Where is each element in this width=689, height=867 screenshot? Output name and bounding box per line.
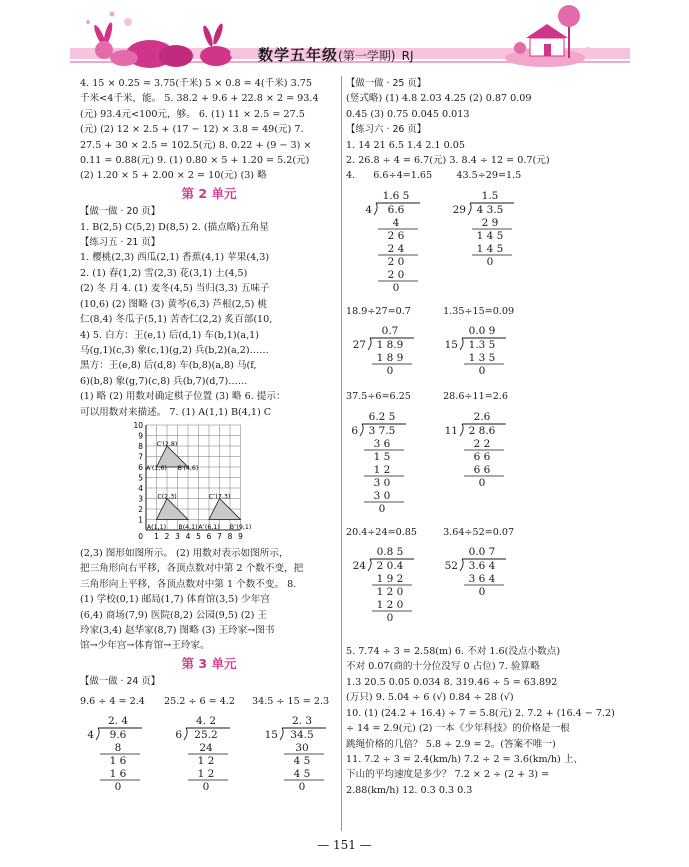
section-heading: 【做一做 · 24 页】 [80,676,161,688]
divisor: 6 [175,729,182,741]
equation: 25.2 ÷ 6 = 4.2 [164,695,235,707]
division-step: 2 0 [387,268,405,281]
long-division [438,544,518,642]
division-step: 4 5 [293,768,311,780]
unit-3-heading: 第 3 单元 [181,655,237,671]
division-step: 0 [478,365,486,378]
y-tick-label: 8 [138,441,143,451]
quotient: 2.6 [473,410,491,423]
division-bracket [460,559,463,571]
right-house-art [505,5,593,67]
divisor: 52 [444,560,458,573]
long-division [258,713,338,797]
section-heading: 【练习六 · 26 页】 [346,124,427,136]
text-line: 1. B(2,5) C(5,2) D(8,5) 2. (描点略)五角星 [80,221,269,233]
divisor: 24 [352,560,366,573]
division-bracket [96,728,99,740]
dividend: 25.2 [194,729,218,741]
long-division [438,409,518,521]
origin-label: 0 [138,531,143,541]
division-step: 3 6 4 [468,573,496,586]
dividend: 3.6 4 [468,560,496,573]
division-bracket [460,424,463,436]
division-row [346,323,614,385]
text-line: 跳绳价格的几倍？ 5.8 ÷ 2.9 = 2。(答案不唯一) [346,738,556,750]
division-step: 0 [298,781,306,793]
column-divider [341,76,342,831]
y-tick-label: 10 [133,421,143,430]
division-step: 2 0 [387,255,405,268]
quotient: 0.0 7 [468,546,496,559]
divisor: 11 [444,424,458,437]
division-step: 6 6 [473,450,491,463]
division-row [346,409,614,521]
y-tick-label: 3 [138,494,143,504]
division-bracket [374,203,377,215]
quotient: 6.2 5 [368,410,396,423]
dividend: 4 3.5 [476,203,504,216]
divisor: 29 [452,203,466,216]
equation: 18.9÷27=0.7 [346,305,411,317]
point-label: B″(9,1) [229,523,252,531]
text-line: (元) 93.4元<100元，够。 6. (1) 11 × 2.5 = 27.5 [80,108,305,120]
text-line: 27.5 + 30 × 2.5 = 102.5(元) 8. 0.22 + (9 − 3) × [80,139,312,151]
divisor: 15 [264,729,278,741]
equation: 1.35÷15=0.09 [443,305,515,317]
equation: 37.5÷6=6.25 [346,391,411,403]
text-line: 千米<4千米，能。 5. 38.2 + 9.6 + 22.8 × 2 = 93.4 [80,93,319,105]
long-division [438,323,518,385]
question-4-equations [346,168,614,183]
dividend: 6.6 [387,203,405,216]
section-heading: 【做一做 · 20 页】 [80,206,161,218]
quotient: 0.0 9 [468,325,496,338]
division-step: 4 5 [293,755,311,767]
quotient: 2. 4 [107,715,129,727]
y-tick-label: 9 [138,431,143,441]
quotient: 2. 3 [291,715,313,727]
division-bracket [280,728,283,740]
point-label: A″(6,1) [198,523,220,531]
x-tick-label: 8 [227,531,233,541]
page-number: — 151 — [317,838,372,852]
unit-2-heading: 第 2 单元 [181,185,237,201]
division-bracket [368,559,371,571]
division-step: 1 2 [373,463,391,476]
division-equations [346,304,614,319]
text-line: (1) 学校(0,1) 邮局(1,7) 体育馆(3,5) 少年宫 [80,594,270,606]
long-division [346,409,424,521]
quotient: 4. 2 [195,715,217,727]
y-tick-label: 5 [138,473,143,483]
division-step: 1 2 [197,768,215,780]
text-line: 6)(b,8) 象(g,7)(c,8) 兵(b,7)(d,7)…… [80,375,248,387]
division-step: 4 [392,216,400,229]
division-equations [346,389,614,404]
dividend: 2 8.6 [468,424,496,437]
left-column [80,76,338,797]
division-step: 2 2 [473,437,491,450]
division-step: 30 [295,742,309,754]
text-line: 1. 樱桃(2,3) 西瓜(2,1) 香蕉(4,1) 苹果(4,3) [80,252,270,264]
point-label: A′(1,6) [146,464,167,472]
text-line: 4. 15 × 0.25 = 3.75(千米) 5 × 0.8 = 4(千米) 3.75 [80,78,312,89]
quotient: 1.6 5 [382,189,410,202]
dividend: 9.6 [109,729,127,741]
text-line: 仁(8,4) 冬瓜子(5,1) 苦杏仁(2,2) 炙百部(10, [80,314,273,326]
quotient: 0.7 [381,325,399,338]
text-line: 不对 0.07(商的十分位没写 0 占位) 7. 验算略 [346,661,540,673]
division-step: 1 4 5 [476,242,504,255]
division-step: 1 6 [109,768,127,780]
division-step: 0 [478,476,486,489]
division-step: 1 4 5 [476,229,504,242]
y-tick-label: 2 [138,504,143,514]
coordinate-grid-figure [132,422,300,544]
equation: 6.6÷4=1.65 [373,170,433,182]
long-division [346,323,424,385]
divisor: 15 [444,339,458,352]
division-step: 3 0 [373,489,391,502]
text-line: 把三角形向右平移，各顶点数对中第 2 个数不变，把 [80,563,304,575]
text-line: 马(g,1)(c,3) 象(c,1)(g,2) 兵(b,2)(a,2)…… [80,344,269,356]
division-step: 0 [114,781,122,793]
unit-3-equations [80,694,338,709]
text-line: 2. 26.8 ÷ 4 = 6.7(元) 3. 8.4 ÷ 12 = 0.7(元) [346,155,550,167]
point-label: C′(2,8) [156,440,178,448]
division-bracket [468,203,471,215]
quotient: 0.8 5 [376,546,404,559]
text-line: 11. 7.2 ÷ 3 = 2.4(km/h) 7.2 ÷ 2 = 3.6(km/h) 上、 [346,753,583,765]
unit-2-block [80,204,338,420]
division-step: 8 [114,742,122,754]
dividend: 1 8.9 [376,339,404,352]
division-step: 1 8 9 [376,352,404,365]
quotient: 1.5 [481,189,499,202]
dividend: 3 7.5 [368,424,396,437]
text-line: (2) 1.20 × 5 + 2.00 × 2 = 10(元) (3) 略 [80,170,267,182]
text-line: 10. (1) (24.2 + 16.4) ÷ 7 = 5.8(元) 2. 7.2 + (16.4 − 7.2) [346,707,615,719]
book-edition: RJ [401,49,414,63]
text-line: (元) (2) 12 × 2.5 + (17 − 12) × 3.8 = 49(元) 7. [80,124,304,136]
equation: 20.4÷24=0.85 [346,526,418,538]
equation: 34.5 ÷ 15 = 2.3 [252,695,330,707]
division-step: 1 3 5 [468,352,496,365]
division-step: 2 4 [387,242,405,255]
division-step: 3 0 [373,476,391,489]
divisor: 4 [87,729,94,741]
division-step: 0 [392,281,400,294]
division-step: 1 2 0 [376,586,404,599]
text-line: 1. 14 21 6.5 1.4 2.1 0.05 [346,139,465,151]
x-tick-label: 4 [185,531,191,541]
text-line: 下山的平均速度是多少？ 7.2 × 2 ÷ (2 + 3) = [346,769,550,781]
x-tick-label: 5 [196,531,201,541]
division-step: 1 5 [373,450,391,463]
left-bunny-art [86,12,193,69]
mid-bunny-art [200,23,242,66]
right-bottom-block [346,644,614,798]
point-label: B(4,1) [178,523,198,531]
text-line: 4) 5. 白方：王(e,1) 后(d,1) 车(b,1)(a,1) [80,329,259,341]
equation: 9.6 ÷ 4 = 2.4 [80,695,145,707]
y-tick-label: 6 [138,462,143,472]
book-title: 数学五年级 [258,46,339,64]
text-line: 2. (1) 春(1,2) 雪(2,3) 花(3,1) 土(4,5) [80,267,248,279]
divisor: 4 [365,203,372,216]
division-bracket [460,338,463,350]
x-tick-label: 7 [217,531,222,541]
division-row [346,544,614,642]
point-label: B′(4,6) [177,464,199,472]
x-tick-label: 1 [154,531,159,541]
text-line: 0.11 = 0.88(元) 9. (1) 0.80 × 5 + 1.20 = 5.2(元) [80,155,310,167]
division-step: 1 2 0 [376,599,404,612]
division-step: 0 [386,612,394,625]
division-step: 0 [378,502,386,515]
division-step: 0 [202,781,210,793]
unit-3-long-divisions [82,713,338,797]
division-step: 6 6 [473,463,491,476]
division-row [360,188,614,300]
x-tick-label: 3 [175,531,180,541]
text-line: (竖式略) (1) 4.8 2.03 4.25 (2) 0.87 0.09 [346,93,532,105]
long-division [170,713,250,797]
long-division [346,544,424,642]
division-step: 24 [199,742,213,754]
section-heading: 【做一做 · 25 页】 [346,78,427,89]
after-grid-block [80,546,338,654]
text-line: 三角形向上平移，各顶点数对中第 1 个数不变。 8. [80,578,297,590]
long-division [82,713,162,797]
text-line: 1.3 20.5 0.05 0.034 8. 319.46 ÷ 5 = 63.892 [346,676,558,688]
division-step: 0 [478,586,486,599]
point-label: C(2,3) [157,493,177,501]
text-line: (2) 冬 月 4. (1) 麦冬(4,5) 当归(3,3) 五味子 [80,283,270,295]
long-division [446,188,526,300]
division-bracket [368,338,371,350]
divisor: 6 [351,424,358,437]
division-equations [346,525,614,540]
y-tick-label: 4 [138,483,143,493]
division-step: 1 9 2 [376,573,404,586]
dividend: 1.3 5 [468,339,496,352]
x-tick-label: 2 [164,531,170,541]
text-line: 可以用数对来描述。 7. (1) A(1,1) B(4,1) C [80,406,272,418]
text-line: 5. 7.74 ÷ 3 = 2.58(m) 6. 不对 1.6(没点小数点) [346,646,561,658]
equation: 28.6÷11=2.6 [443,391,508,403]
text-line: 黑方：王(e,8) 后(d,8) 车(b,8)(a,8) 马(f, [80,360,257,372]
x-tick-label: 6 [206,531,212,541]
text-line: 2.88(km/h) 12. 0.3 0.3 0.3 [346,784,473,796]
section-heading: 【练习五 · 21 页】 [80,237,161,249]
x-tick-label: 9 [238,531,243,541]
book-term: (第一学期) [338,49,396,63]
text-line: ÷ 14 = 2.9(元) (2) 一本《少年科技》的价格是一根 [346,723,570,735]
question-number: 4. [346,170,356,182]
dividend: 34.5 [290,729,314,741]
division-bracket [184,728,187,740]
y-tick-label: 7 [138,452,143,462]
division-step: 0 [486,255,494,268]
division-step: 0 [386,365,394,378]
page-header [0,0,689,74]
equation: 3.64÷52=0.07 [443,526,515,538]
text-line: 玲家(3,4) 赵华家(8,7) 图略 (3) 王玲家→图书 [80,624,275,636]
right-column [346,76,614,798]
text-line: (6,4) 商场(7,9) 医院(8,2) 公园(9,5) (2) 王 [80,609,267,621]
dividend: 2 0.4 [376,560,404,573]
point-label: A(1,1) [146,523,167,531]
header-title [258,44,414,65]
divisor: 27 [352,339,366,352]
division-step: 1 6 [109,755,127,767]
division-step: 2 6 [387,229,405,242]
text-line: (万只) 9. 5.04 ÷ 6 (√) 0.84 ÷ 28 (√) [346,692,514,704]
equation: 43.5÷29=1.5 [456,170,522,182]
division-step: 2 9 [481,216,499,229]
text-line: (2,3) 图形如图所示。 (2) 用数对表示如图所示， [80,547,289,559]
text-line: 0.45 (3) 0.75 0.045 0.013 [346,108,470,120]
text-line: 馆→少年宫→体育馆→王玲家。 [80,640,210,652]
point-label: C″(7,3) [208,493,231,501]
long-division [360,188,438,300]
division-bracket [360,424,363,436]
division-step: 1 2 [197,755,215,767]
division-step: 3 6 [373,437,391,450]
left-top-block [80,76,338,184]
text-line: (10,6) (2) 图略 (3) 黄芩(6,3) 芦根(2,5) 桃 [80,298,267,310]
y-tick-label: 1 [138,515,143,525]
text-line: (1) 略 (2) 用数对确定棋子位置 (3) 略 6. 提示： [80,391,286,403]
